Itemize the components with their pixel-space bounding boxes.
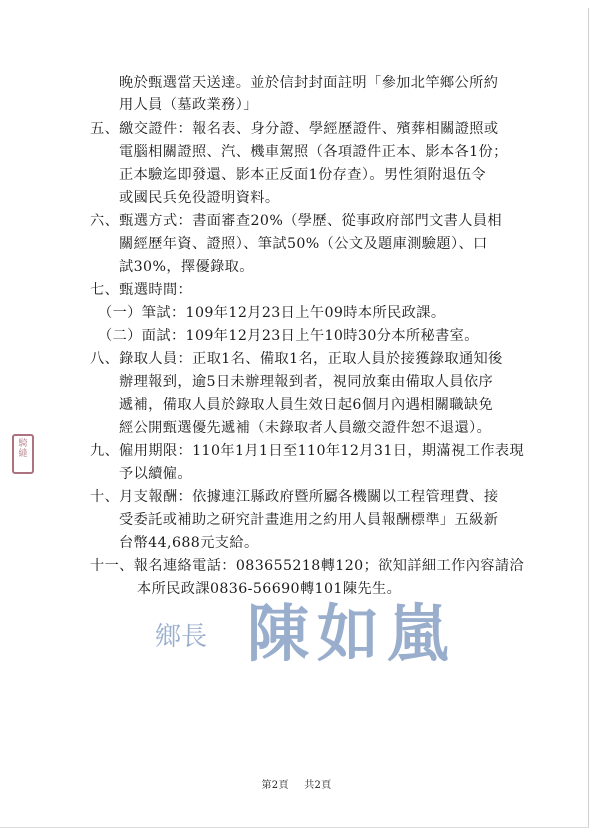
body-line: 予以續僱。 — [119, 466, 192, 482]
body-line: 受委託或補助之研究計畫進用之約用人員報酬標準」五級新 — [119, 512, 499, 528]
body-line: 用人員（墓政業務）」 — [119, 97, 258, 113]
body-line: 電腦相關證照、汽、機車駕照（各項證件正本、影本各1份； — [119, 144, 508, 160]
body-line: 辦理報到，逾5日未辦理報到者，視同放棄由備取人員依序 — [119, 374, 494, 390]
body-line: 遞補，備取人員於錄取人員生效日起6個月內遇相關職缺免 — [119, 397, 494, 413]
section-6-heading: 六、甄選方式：書面審查20%（學歷、從事政府部門文書人員相 — [90, 213, 503, 229]
seam-stamp: 騎 縫 — [12, 434, 34, 474]
body-line: 晚於甄選當天送達。並於信封封面註明「參加北竿鄉公所約 — [119, 75, 499, 91]
body-line: 關經歷年資、證照）、筆試50%（公文及題庫測驗題）、口 — [119, 236, 488, 252]
section-10-heading: 十、月支報酬：依據連江縣政府暨所屬各機關以工程管理費、接 — [90, 489, 499, 505]
section-5-heading: 五、繳交證件：報名表、身分證、學經歷證件、殯葬相關證照或 — [90, 121, 499, 137]
mayor-signature-stamp — [155, 585, 515, 675]
page-total: 共2頁 — [304, 780, 332, 791]
signature-title: 鄉長 — [155, 622, 208, 652]
signature-name: 陳如嵐 — [247, 597, 458, 670]
page-number: 第2頁 — [261, 780, 289, 791]
body-line: 台幣44,688元支給。 — [119, 535, 259, 551]
page-footer — [0, 776, 593, 791]
sub-item-interview: （二）面試：109年12月23日上午10時30分本所秘書室。 — [98, 328, 479, 344]
page-edge-bottom — [0, 827, 589, 828]
body-line: 正本驗迄即發還、影本正反面1份存查）。男性須附退伍令 — [119, 167, 487, 183]
section-8-heading: 八、錄取人員：正取1名、備取1名，正取人員於接獲錄取通知後 — [90, 351, 503, 367]
body-line: 試30%，擇優錄取。 — [119, 259, 254, 275]
body-line: 經公開甄選優先遞補（未錄取者人員繳交證件恕不退還）。 — [119, 420, 492, 436]
page-edge-right — [588, 8, 589, 828]
section-11-heading: 十一、報名連絡電話：083655218轉120；欲知詳細工作內容請洽 — [90, 558, 525, 574]
section-9-heading: 九、僱用期限：110年1月1日至110年12月31日，期滿視工作表現 — [90, 443, 525, 459]
body-line: 或國民兵免役證明資料。 — [119, 190, 280, 206]
sub-item-written-test: （一）筆試：109年12月23日上午09時本所民政課。 — [98, 305, 446, 321]
section-7-heading: 七、甄選時間： — [90, 282, 193, 298]
body-line: 本所民政課0836-56690轉101陳先生。 — [137, 581, 402, 597]
